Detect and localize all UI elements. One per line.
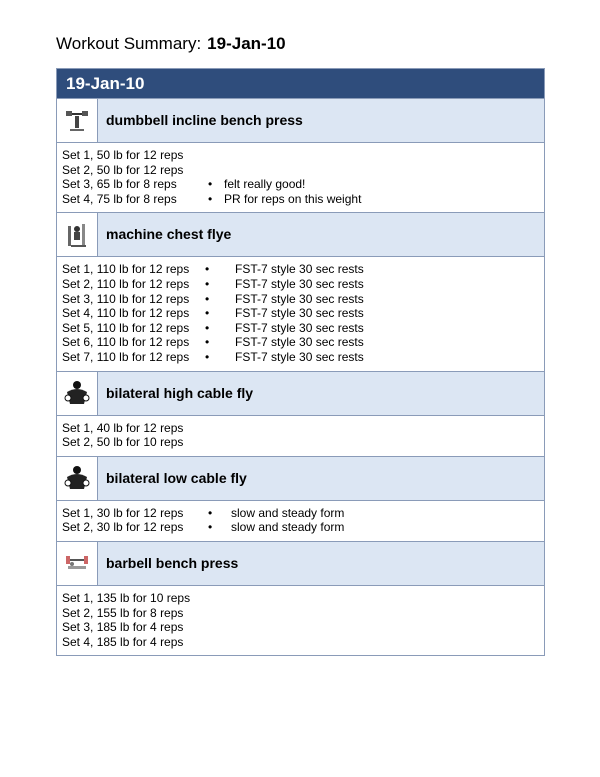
barbell-bench-icon — [57, 542, 98, 585]
bullet-icon: • — [208, 520, 213, 535]
exercise-header — [57, 371, 544, 415]
bullet-icon: • — [205, 320, 210, 335]
exercise-header — [57, 541, 544, 585]
table-header-date: 19-Jan-10 — [57, 69, 544, 98]
set-text: Set 2, 155 lb for 8 reps — [62, 605, 184, 620]
exercise-sets — [57, 142, 544, 212]
set-row — [62, 262, 544, 277]
bullet-icon: • — [208, 191, 213, 206]
set-row — [62, 421, 544, 436]
exercise-name: bilateral high cable fly — [106, 384, 254, 401]
exercise-header — [57, 456, 544, 500]
chest-flye-machine-icon — [57, 213, 98, 256]
set-note: FST-7 style 30 sec rests — [235, 276, 364, 291]
set-note: felt really good! — [224, 177, 306, 192]
exercise-name: barbell bench press — [106, 554, 239, 571]
page-title — [56, 34, 286, 54]
set-row — [62, 606, 544, 621]
set-text: Set 1, 40 lb for 12 reps — [62, 420, 184, 435]
set-text: Set 6, 110 lb for 12 reps — [62, 335, 190, 350]
title-date: 19-Jan-10 — [207, 34, 286, 53]
exercise-header — [57, 212, 544, 256]
set-text: Set 3, 185 lb for 4 reps — [62, 620, 184, 635]
exercise-name: dumbbell incline bench press — [106, 112, 303, 128]
cable-fly-icon — [57, 457, 98, 500]
bullet-icon: • — [205, 335, 210, 350]
bullet-icon: • — [208, 177, 213, 192]
bullet-icon: • — [208, 505, 213, 520]
set-row — [62, 520, 544, 535]
exercise-sets — [57, 256, 544, 370]
set-row — [62, 620, 544, 635]
set-row — [62, 635, 544, 650]
set-text: Set 3, 65 lb for 8 reps — [62, 177, 177, 192]
bullet-icon: • — [205, 291, 210, 306]
set-row — [62, 277, 544, 292]
set-note: PR for reps on this weight — [224, 191, 362, 206]
set-text: Set 4, 75 lb for 8 reps — [62, 191, 177, 206]
set-row — [62, 148, 544, 163]
set-row — [62, 292, 544, 307]
exercise-name: machine chest flye — [106, 226, 232, 243]
set-text: Set 2, 30 lb for 12 reps — [62, 520, 184, 535]
set-text: Set 7, 110 lb for 12 reps — [62, 349, 190, 364]
dumbbell-incline-icon — [57, 99, 98, 142]
set-note: slow and steady form — [231, 520, 345, 535]
set-note: FST-7 style 30 sec rests — [235, 349, 364, 364]
exercise-header — [57, 98, 544, 142]
set-text: Set 4, 110 lb for 12 reps — [62, 306, 190, 321]
set-row — [62, 192, 544, 207]
set-row — [62, 506, 544, 521]
set-note: FST-7 style 30 sec rests — [235, 306, 364, 321]
exercise-sets — [57, 500, 544, 541]
title-label: Workout Summary: — [56, 34, 202, 53]
bullet-icon: • — [205, 262, 210, 277]
set-row — [62, 306, 544, 321]
set-text: Set 4, 185 lb for 4 reps — [62, 634, 184, 649]
set-row — [62, 335, 544, 350]
bullet-icon: • — [205, 349, 210, 364]
set-row — [62, 163, 544, 178]
exercise-sets — [57, 415, 544, 456]
set-note: FST-7 style 30 sec rests — [235, 291, 364, 306]
set-note: slow and steady form — [231, 505, 345, 520]
set-note: FST-7 style 30 sec rests — [235, 262, 364, 277]
set-text: Set 2, 50 lb for 10 reps — [62, 435, 184, 450]
exercise-sets — [57, 585, 544, 655]
set-text: Set 2, 110 lb for 12 reps — [62, 276, 190, 291]
set-row — [62, 435, 544, 450]
set-text: Set 1, 50 lb for 12 reps — [62, 148, 184, 162]
set-row — [62, 350, 544, 365]
set-note: FST-7 style 30 sec rests — [235, 335, 364, 350]
bullet-icon: • — [205, 306, 210, 321]
set-text: Set 2, 50 lb for 12 reps — [62, 162, 184, 177]
set-text: Set 3, 110 lb for 12 reps — [62, 291, 190, 306]
set-text: Set 1, 30 lb for 12 reps — [62, 505, 184, 520]
workout-table — [56, 68, 545, 656]
set-note: FST-7 style 30 sec rests — [235, 320, 364, 335]
exercise-name: bilateral low cable fly — [106, 469, 247, 486]
bullet-icon: • — [205, 276, 210, 291]
set-text: Set 1, 135 lb for 10 reps — [62, 590, 191, 605]
set-row — [62, 591, 544, 606]
set-row — [62, 177, 544, 192]
set-text: Set 5, 110 lb for 12 reps — [62, 320, 190, 335]
set-text: Set 1, 110 lb for 12 reps — [62, 262, 190, 277]
set-row — [62, 321, 544, 336]
cable-fly-icon — [57, 372, 98, 415]
